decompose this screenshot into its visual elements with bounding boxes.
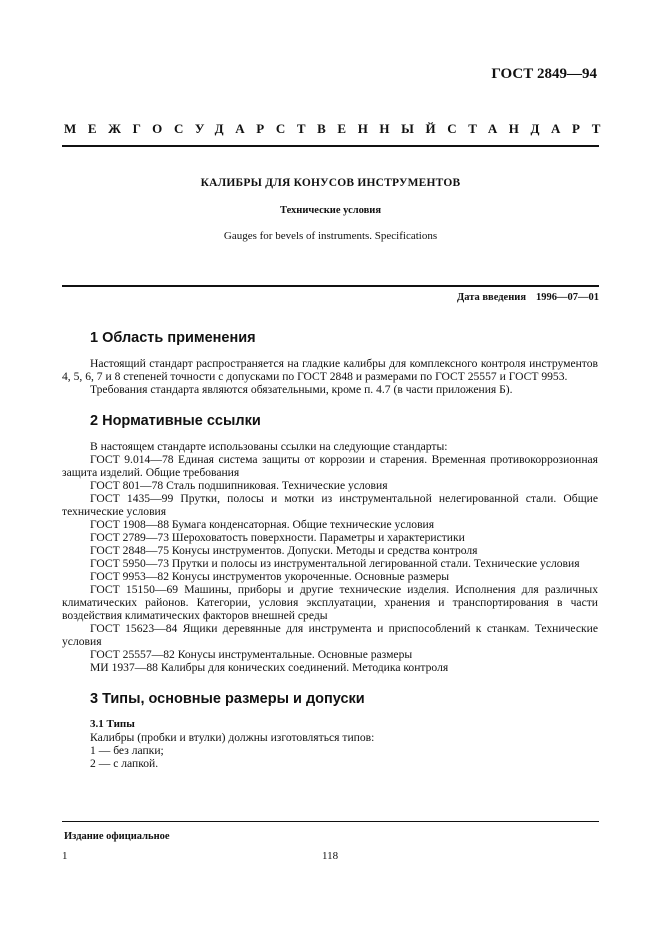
english-title: Gauges for bevels of instruments. Specifications [223,230,438,242]
title-divider [62,285,599,287]
reference-item: ГОСТ 1908—88 Бумага конденсаторная. Общие технические условия [90,518,435,531]
list-item: 2 — с лапкой. [90,757,159,770]
top-divider [62,145,599,147]
introduction-date-value: 1996—07—01 [536,292,599,303]
section-heading-types: 3 Типы, основные размеры и допуски [90,691,365,707]
subsection-heading-types: 3.1 Типы [90,718,135,730]
banner-word-interstate: МЕЖГОСУДАРСТВЕННЫЙ [64,121,448,136]
reference-item: ГОСТ 9.014—78 Единая система защиты от коррозии и старения. Временная противокоррозионная защита изделий. Общие требования [62,453,598,479]
paragraph: В настоящем стандарте использованы ссылки на следующие стандарты: [90,440,448,453]
reference-item: ГОСТ 5950—73 Прутки и полосы из инструментальной легированной стали. Технические условия [90,557,580,570]
reference-item: ГОСТ 15623—84 Ящики деревянные для инструмента и приспособлений к станкам. Технические условия [62,622,598,648]
section-heading-references: 2 Нормативные ссылки [90,413,261,429]
reference-item: ГОСТ 9953—82 Конусы инструментов укороченные. Основные размеры [90,570,450,583]
reference-item: МИ 1937—88 Калибры для конических соединений. Методика контроля [90,661,449,674]
reference-item: ГОСТ 2848—75 Конусы инструментов. Допуски. Методы и средства контроля [90,544,478,557]
standard-banner [64,121,613,137]
reference-item: ГОСТ 2789—73 Шероховатость поверхности. Параметры и характеристики [90,531,465,544]
banner-word-standard: СТАНДАРТ [447,121,613,136]
reference-item: ГОСТ 801—78 Сталь подшипниковая. Технические условия [90,479,388,492]
reference-item: ГОСТ 15150—69 Машины, приборы и другие технические изделия. Исполнения для различных климатических районов. Категории, условия эксплуатации, хранения и транспортирования в части воздействия климатических факторов внешней среды [62,583,598,622]
footer-left-mark: 1 [62,850,68,862]
edition-note: Издание официальное [64,831,170,842]
list-item: 1 — без лапки; [90,744,164,757]
reference-item: ГОСТ 1435—99 Прутки, полосы и мотки из инструментальной нелегированной стали. Общие технические условия [62,492,598,518]
reference-item: ГОСТ 25557—82 Конусы инструментальные. Основные размеры [90,648,413,661]
introduction-date [457,292,599,303]
paragraph: Настоящий стандарт распространяется на гладкие калибры для комплексного контроля инструментов 4, 5, 6, 7 и 8 степеней точности с допусками по ГОСТ 2848 и размерами по ГОСТ 25557 и ГОСТ 9953. [62,357,598,383]
section-heading-scope: 1 Область применения [90,330,256,346]
document-id: ГОСТ 2849—94 [491,66,597,82]
document-body [62,321,598,770]
document-subtitle: Технические условия [279,205,382,216]
document-title: КАЛИБРЫ ДЛЯ КОНУСОВ ИНСТРУМЕНТОВ [200,177,461,189]
introduction-date-label: Дата введения [457,292,526,303]
paragraph: Требования стандарта являются обязательными, кроме п. 4.7 (в части приложения Б). [90,383,513,396]
page-number: 118 [322,850,339,862]
paragraph: Калибры (пробки и втулки) должны изготовляться типов: [90,731,375,744]
footer-divider [62,821,599,822]
